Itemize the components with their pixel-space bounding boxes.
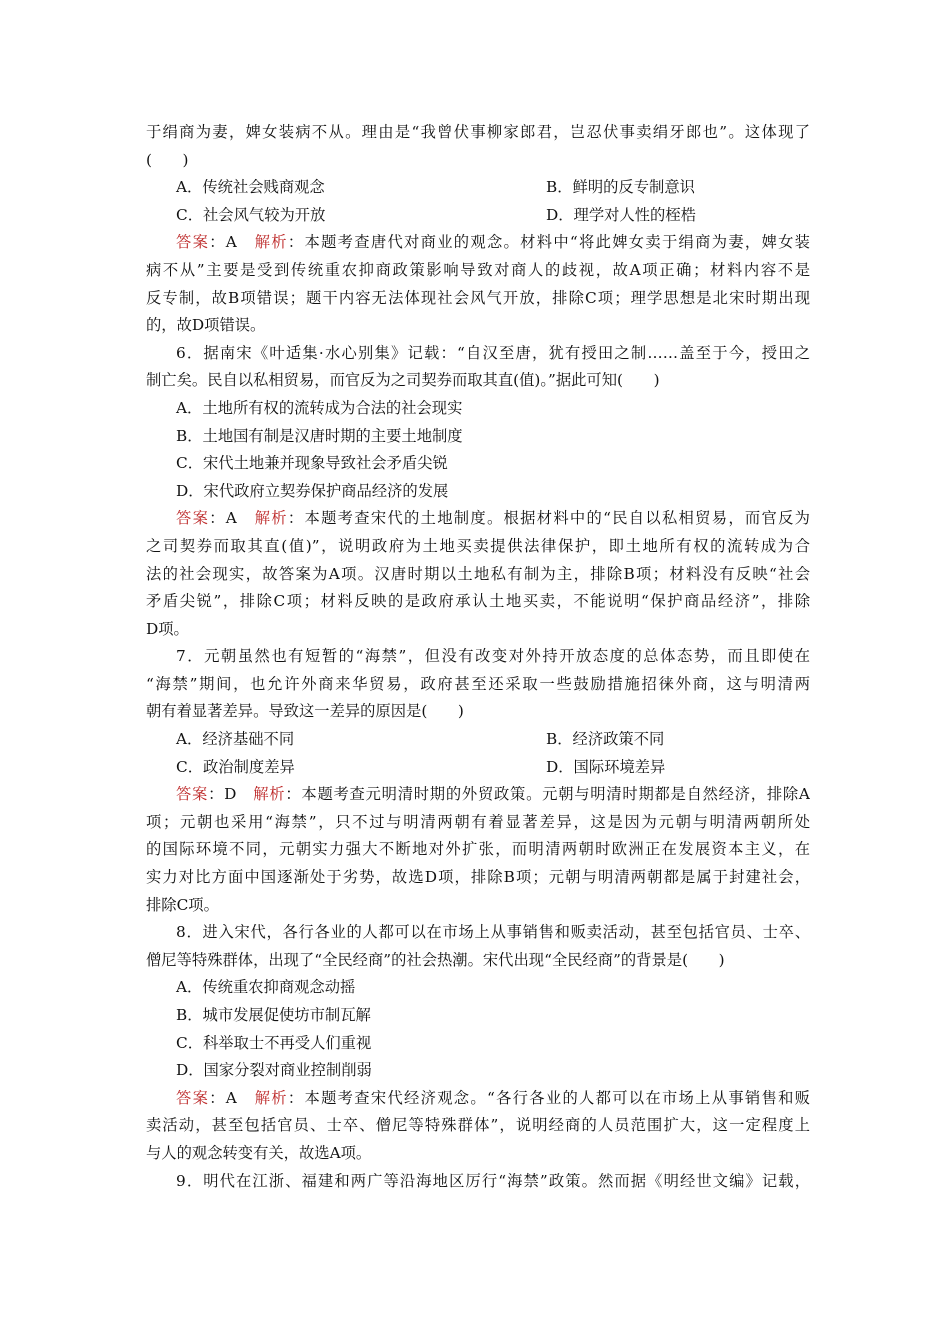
answer-value: ：A [209, 509, 255, 528]
q7-option-b: B．经济政策不同 [546, 730, 665, 749]
q5-option-c: C．社会风气较为开放 [176, 205, 326, 224]
q7-option-a: A．经济基础不同 [176, 730, 295, 749]
analysis-label: 解析 [254, 1088, 288, 1107]
q8-answer-line [146, 1085, 810, 1113]
q6-option-d: D．宋代政府立契券保护商品经济的发展 [176, 481, 449, 500]
q7-analysis-line: 排除C项。 [146, 895, 219, 914]
q8-option-c: C．科举取士不再受人们重视 [176, 1033, 372, 1052]
analysis-label: 解析 [254, 233, 288, 252]
q6-analysis-line: D项。 [146, 619, 189, 638]
q7-answer-line [146, 781, 810, 809]
analysis-text: ：本题考查宋代的土地制度。根据材料中的“民自以私相贸易，而官反为 [287, 509, 810, 528]
document-content [146, 119, 810, 1195]
answer-value: ：A [209, 233, 255, 252]
q5-stem-line: ( ) [146, 150, 189, 169]
q8-option-a: A．传统重农抑商观念动摇 [176, 978, 356, 997]
q8-stem-line: 僧尼等特殊群体，出现了“全民经商”的社会热潮。宋代出现“全民经商”的背景是( ) [146, 950, 725, 969]
q8-option-b: B．城市发展促使坊市制瓦解 [176, 1006, 371, 1024]
q5-options-row [146, 174, 810, 202]
q7-option-d: D．国际环境差异 [546, 757, 666, 776]
q7-options-row [146, 726, 810, 754]
q6-analysis-line: 矛盾尖锐”，排除C项；材料反映的是政府承认土地买卖，不能说明“保护商品经济”，排除 [146, 592, 810, 611]
q8-analysis-line: 与人的观念转变有关，故选A项。 [146, 1143, 372, 1162]
answer-label: 答案 [176, 785, 209, 804]
q5-option-b: B．鲜明的反专制意识 [546, 178, 695, 197]
q8-analysis-line: 卖活动，甚至包括官员、士卒、僧尼等特殊群体”，说明经商的人员范围扩大，这一定程度上 [146, 1116, 810, 1135]
q5-analysis-line: 的，故D项错误。 [146, 316, 266, 335]
analysis-label: 解析 [253, 785, 286, 804]
q5-analysis-line: 反专制，故B项错误；题干内容无法体现社会风气开放，排除C项；理学思想是北宋时期出现 [146, 288, 810, 307]
analysis-label: 解析 [254, 509, 288, 528]
q7-stem-line: “海禁”期间，也允许外商来华贸易，政府甚至还采取一些鼓励措施招徕外商，这与明清两 [146, 674, 810, 693]
q6-option-c: C．宋代土地兼并现象导致社会矛盾尖锐 [176, 454, 448, 473]
q7-stem-line: 7．元朝虽然也有短暂的“海禁”，但没有改变对外持开放态度的总体态势，而且即使在 [176, 647, 810, 666]
q5-answer-line [146, 229, 810, 257]
q5-option-a: A．传统社会贱商观念 [176, 178, 325, 197]
q7-analysis-line: 实力对比方面中国逐渐处于劣势，故选D项，排除B项；元朝与明清两朝都是属于封建社会， [146, 868, 810, 887]
answer-label: 答案 [176, 233, 210, 252]
q5-analysis-line: 病不从”主要是受到传统重农抑商政策影响导致对商人的歧视，故A项正确；材料内容不是 [146, 260, 810, 279]
q6-answer-line [146, 505, 810, 533]
q7-analysis-line: 的国际环境不同，元朝实力强大不断地对外扩张，而明清两朝时欧洲正在发展资本主义，在 [146, 840, 810, 859]
q5-option-d: D．理学对人性的桎梏 [546, 205, 696, 224]
q6-stem-line: 制亡矣。民自以私相贸易，而官反为之司契券而取其直(值)。”据此可知( ) [146, 371, 660, 390]
q8-option-d: D．国家分裂对商业控制削弱 [176, 1061, 372, 1080]
q9-stem-line: 9．明代在江浙、福建和两广等沿海地区厉行“海禁”政策。然而据《明经世文编》记载， [176, 1171, 810, 1190]
answer-label: 答案 [176, 509, 210, 528]
answer-label: 答案 [176, 1088, 210, 1107]
q7-stem-line: 朝有着显著差异。导致这一差异的原因是( ) [146, 702, 464, 721]
q6-option-a: A．土地所有权的流转成为合法的社会现实 [176, 398, 463, 417]
analysis-text: ：本题考查唐代对商业的观念。材料中“将此婢女卖于绢商为妻，婢女装 [287, 233, 810, 252]
q5-stem-line: 于绢商为妻，婢女装病不从。理由是“我曾伏事柳家郎君，岂忍伏事卖绢牙郎也”。这体现了 [146, 123, 810, 141]
q5-options-row [146, 202, 810, 230]
q7-options-row [146, 754, 810, 782]
analysis-text: ：本题考查宋代经济观念。“各行各业的人都可以在市场上从事销售和贩 [287, 1088, 810, 1107]
q6-stem-line: 6．据南宋《叶适集·水心别集》记载：“自汉至唐，犹有授田之制……盖至于今，授田之 [176, 343, 810, 362]
answer-value: ：A [209, 1088, 255, 1107]
analysis-text: ：本题考查元明清时期的外贸政策。元朝与明清时期都是自然经济，排除A [285, 785, 810, 804]
answer-value: ：D [208, 785, 254, 804]
q7-option-c: C．政治制度差异 [176, 757, 295, 776]
q8-stem-line: 8．进入宋代，各行各业的人都可以在市场上从事销售和贩卖活动，甚至包括官员、士卒、 [176, 923, 810, 942]
q6-analysis-line: 法的社会现实，故答案为A项。汉唐时期以土地私有制为主，排除B项；材料没有反映“社会 [146, 564, 810, 583]
q7-analysis-line: 项；元朝也采用“海禁”，只不过与明清两朝有着显著差异，这是因为元朝与明清两朝所处 [146, 812, 810, 831]
q6-option-b: B．土地国有制是汉唐时期的主要土地制度 [176, 426, 463, 445]
q6-analysis-line: 之司契券而取其直(值)”，说明政府为土地买卖提供法律保护，即土地所有权的流转成为合 [146, 536, 810, 555]
